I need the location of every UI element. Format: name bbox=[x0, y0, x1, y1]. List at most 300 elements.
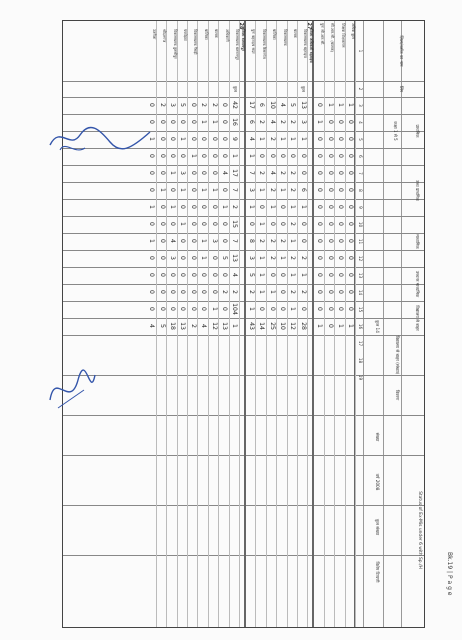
cell-value: 6 bbox=[299, 188, 307, 192]
cell-value: 0 bbox=[158, 307, 166, 311]
row-rule bbox=[197, 21, 198, 627]
cell-value: 5 bbox=[179, 103, 187, 107]
cell-value: 1 bbox=[231, 324, 239, 328]
cell-value: 0 bbox=[158, 256, 166, 260]
cell-value: 0 bbox=[200, 307, 208, 311]
cell-value: 2 bbox=[299, 290, 307, 294]
cell-value: 0 bbox=[210, 205, 218, 209]
cell-value: 3 bbox=[210, 239, 218, 243]
cell-value: 0 bbox=[316, 256, 324, 260]
header-upper-primary: उच्च प्राथमिक bbox=[415, 180, 420, 201]
column-number: 3 bbox=[358, 104, 363, 107]
cell-value: 4 bbox=[221, 171, 229, 175]
cell-value: 1 bbox=[258, 273, 266, 277]
cell-value: 0 bbox=[169, 137, 177, 141]
cell-value: 4 bbox=[279, 103, 287, 107]
cell-value: 0 bbox=[148, 290, 156, 294]
cell-value: 0 bbox=[221, 103, 229, 107]
cell-value: 0 bbox=[316, 307, 324, 311]
row-rule bbox=[276, 21, 277, 627]
cell-value: 1 bbox=[258, 290, 266, 294]
cell-value: 0 bbox=[189, 171, 197, 175]
cell-value: 0 bbox=[158, 273, 166, 277]
cell-value: 0 bbox=[189, 205, 197, 209]
cell-value: 0 bbox=[337, 171, 345, 175]
cell-value: 0 bbox=[347, 290, 355, 294]
cell-value: 5 bbox=[158, 324, 166, 328]
row-rule bbox=[229, 21, 230, 627]
row-label: पुनः बहराइच सदर bbox=[251, 29, 257, 54]
cell-value: 1 bbox=[258, 256, 266, 260]
column-number: 18 bbox=[358, 357, 363, 364]
cell-value: 0 bbox=[189, 188, 197, 192]
header-out: विद्यालय से बाहर bbox=[415, 305, 420, 331]
cell-value: 42 bbox=[231, 101, 239, 109]
cell-value: 0 bbox=[316, 154, 324, 158]
header-total: कुल 14 bbox=[375, 320, 380, 333]
cell-value: 0 bbox=[326, 290, 334, 294]
cell-value: 0 bbox=[316, 205, 324, 209]
cell-value: 0 bbox=[148, 103, 156, 107]
cell-value: 17 bbox=[231, 169, 239, 177]
cell-value: 0 bbox=[326, 273, 334, 277]
row-label: अधिकारी bbox=[224, 29, 230, 42]
handwritten-signature-1 bbox=[40, 120, 160, 160]
cell-value: 0 bbox=[189, 120, 197, 124]
cell-value: 0 bbox=[279, 290, 287, 294]
column-number: 16 bbox=[358, 323, 363, 330]
cell-value: 0 bbox=[148, 120, 156, 124]
cell-value: 0 bbox=[221, 239, 229, 243]
cell-value: 1 bbox=[279, 137, 287, 141]
cell-value: 1 bbox=[289, 239, 297, 243]
cell-value: 2 bbox=[258, 120, 266, 124]
cell-value: 1 bbox=[200, 256, 208, 260]
cell-value: 13 bbox=[221, 322, 229, 330]
cell-value: 2 bbox=[289, 171, 297, 175]
cell-value: 0 bbox=[326, 239, 334, 243]
cell-value: 0 bbox=[200, 273, 208, 277]
cell-value: 0 bbox=[189, 307, 197, 311]
cell-value: 0 bbox=[279, 154, 287, 158]
cell-value: 0 bbox=[347, 239, 355, 243]
cell-value: 0 bbox=[347, 188, 355, 192]
cell-value: 104 bbox=[231, 303, 239, 315]
cell-value: 0 bbox=[316, 273, 324, 277]
cell-value: 0 bbox=[179, 290, 187, 294]
row-label: विकासखण्ड गैसड़ी bbox=[193, 29, 199, 55]
header-last-col: संख्या bbox=[375, 432, 380, 442]
cell-value: 2 bbox=[279, 171, 287, 175]
cell-value: 2 bbox=[221, 290, 229, 294]
cell-value: 1 bbox=[231, 154, 239, 158]
row-sex: कुल bbox=[233, 85, 238, 93]
cell-value: 1 bbox=[289, 137, 297, 141]
cell-value: 0 bbox=[268, 273, 276, 277]
cell-value: 3 bbox=[169, 256, 177, 260]
cell-value: 0 bbox=[326, 171, 334, 175]
cell-value: 0 bbox=[169, 273, 177, 277]
row-rule bbox=[239, 21, 240, 627]
cell-value: 0 bbox=[200, 222, 208, 226]
row-rule bbox=[266, 21, 267, 627]
cell-value: 0 bbox=[316, 103, 324, 107]
page-label: Bk.19 | P a g e bbox=[446, 552, 453, 596]
cell-value: 0 bbox=[221, 188, 229, 192]
cell-value: 2 bbox=[258, 171, 266, 175]
row-label: विकासखण्ड bbox=[282, 29, 288, 46]
cell-value: 1 bbox=[221, 205, 229, 209]
row-label: विकासखण्ड कैसरगंज bbox=[261, 29, 267, 59]
row-label: शिक्षक शिक्षकगण bbox=[340, 23, 346, 48]
cell-value: 0 bbox=[299, 307, 307, 311]
cell-value: 3 bbox=[247, 188, 255, 192]
section-number: 27 bbox=[306, 22, 313, 30]
cell-value: 1 bbox=[268, 205, 276, 209]
cell-value: 0 bbox=[200, 290, 208, 294]
cell-value: 0 bbox=[337, 307, 345, 311]
cell-value: 0 bbox=[337, 290, 345, 294]
cell-value: 0 bbox=[337, 120, 345, 124]
header-last-col: विशेष टिप्पणी bbox=[375, 561, 380, 583]
cell-value: 2 bbox=[210, 103, 218, 107]
data-table bbox=[62, 20, 425, 628]
column-number: 15 bbox=[358, 306, 363, 313]
cell-value: 0 bbox=[210, 273, 218, 277]
column-number: 9 bbox=[358, 206, 363, 209]
cell-value: 18 bbox=[169, 322, 177, 330]
cell-value: 0 bbox=[158, 222, 166, 226]
cell-value: 0 bbox=[189, 103, 197, 107]
cell-value: 13 bbox=[231, 254, 239, 262]
cell-value: 0 bbox=[268, 307, 276, 311]
section-title: जिला अधिकारी बहराइच bbox=[309, 29, 315, 63]
cell-value: 15 bbox=[231, 220, 239, 228]
cell-value: 1 bbox=[289, 205, 297, 209]
column-number: 10 bbox=[358, 221, 363, 228]
cell-value: 2 bbox=[231, 290, 239, 294]
cell-value: 2 bbox=[289, 222, 297, 226]
cell-value: 0 bbox=[337, 188, 345, 192]
header-unknown: विद्यालय से बाहर (संख्या) bbox=[395, 335, 400, 375]
row-rule bbox=[334, 21, 335, 627]
cell-value: 1 bbox=[179, 137, 187, 141]
row-rule bbox=[345, 21, 346, 627]
cell-value: 0 bbox=[326, 307, 334, 311]
cell-value: 0 bbox=[179, 154, 187, 158]
cell-value: 1 bbox=[326, 103, 334, 107]
cell-value: 2 bbox=[189, 324, 197, 328]
cell-value: 1 bbox=[189, 154, 197, 158]
cell-value: 2 bbox=[268, 137, 276, 141]
column-number: 12 bbox=[358, 255, 363, 262]
cell-value: 3 bbox=[247, 256, 255, 260]
extra-header: Status of Ex-Mis under 6 with Sp./H bbox=[417, 491, 422, 569]
cell-value: 28 bbox=[299, 322, 307, 330]
cell-value: 1 bbox=[179, 188, 187, 192]
row-label: बालक bbox=[214, 29, 220, 38]
cell-value: 0 bbox=[299, 222, 307, 226]
cell-value: 0 bbox=[347, 171, 355, 175]
column-number: 19 bbox=[358, 374, 363, 381]
cell-value: 0 bbox=[337, 154, 345, 158]
cell-value: 0 bbox=[326, 188, 334, 192]
cell-value: 4 bbox=[231, 273, 239, 277]
cell-value: 0 bbox=[221, 154, 229, 158]
row-label: सी.आर.सी. (बालक) bbox=[330, 23, 336, 52]
cell-value: 0 bbox=[200, 205, 208, 209]
header-remarks: विवरण bbox=[395, 389, 400, 401]
cell-value: 0 bbox=[337, 239, 345, 243]
row-label: अधिक कुल bbox=[351, 23, 356, 39]
cell-value: 0 bbox=[169, 290, 177, 294]
column-number: 6 bbox=[358, 155, 363, 158]
cell-value: 0 bbox=[158, 205, 166, 209]
row-label: विकासखण्ड बलरामपुर bbox=[235, 29, 240, 60]
cell-value: 0 bbox=[316, 239, 324, 243]
row-rule bbox=[355, 21, 356, 627]
row-label: उतरौला bbox=[151, 29, 157, 40]
header-higher-secondary: उच्चतर माध्यमिक bbox=[415, 270, 420, 298]
cell-value: 1 bbox=[337, 103, 345, 107]
cell-value: 5 bbox=[221, 256, 229, 260]
row-rule bbox=[297, 21, 298, 627]
cell-value: 0 bbox=[148, 307, 156, 311]
cell-value: 0 bbox=[258, 205, 266, 209]
cell-value: 0 bbox=[316, 222, 324, 226]
cell-value: 1 bbox=[247, 307, 255, 311]
cell-value: 1 bbox=[200, 188, 208, 192]
cell-value: 0 bbox=[221, 273, 229, 277]
row-label: बालक bbox=[293, 29, 298, 38]
row-label: श्रीदत्तगंज bbox=[162, 29, 168, 43]
cell-value: 5 bbox=[289, 103, 297, 107]
cell-value: 0 bbox=[279, 307, 287, 311]
cell-value: 0 bbox=[347, 205, 355, 209]
cell-value: 1 bbox=[279, 256, 287, 260]
cell-value: 0 bbox=[210, 290, 218, 294]
cell-value: 0 bbox=[158, 171, 166, 175]
cell-value: 0 bbox=[148, 171, 156, 175]
cell-value: 2 bbox=[258, 239, 266, 243]
cell-value: 7 bbox=[247, 171, 255, 175]
cell-value: 0 bbox=[326, 222, 334, 226]
cell-value: 7 bbox=[231, 239, 239, 243]
row-label: विकासखण्ड बहराइच bbox=[303, 29, 309, 58]
cell-value: 6 bbox=[247, 120, 255, 124]
cell-value: 1 bbox=[148, 205, 156, 209]
cell-value: 0 bbox=[337, 205, 345, 209]
handwritten-signature-2 bbox=[40, 360, 100, 420]
cell-value: 0 bbox=[210, 222, 218, 226]
cell-value: 0 bbox=[299, 171, 307, 175]
cell-value: 9 bbox=[231, 137, 239, 141]
cell-value: 2 bbox=[268, 239, 276, 243]
cell-value: 1 bbox=[299, 273, 307, 277]
row-rule bbox=[307, 21, 308, 627]
row-rule bbox=[324, 21, 325, 627]
cell-value: 0 bbox=[148, 222, 156, 226]
cell-value: 8 bbox=[247, 239, 255, 243]
cell-value: 0 bbox=[221, 137, 229, 141]
cell-value: 2 bbox=[289, 188, 297, 192]
row-rule bbox=[187, 21, 188, 627]
cell-value: 0 bbox=[210, 171, 218, 175]
cell-value: 2 bbox=[279, 120, 287, 124]
cell-value: 2 bbox=[268, 256, 276, 260]
cell-value: 0 bbox=[316, 137, 324, 141]
cell-value: 0 bbox=[347, 256, 355, 260]
cell-value: 1 bbox=[258, 137, 266, 141]
cell-value: 0 bbox=[347, 154, 355, 158]
cell-value: 0 bbox=[347, 273, 355, 277]
column-number: 13 bbox=[358, 272, 363, 279]
section-title: जिला बलरामपुर bbox=[241, 29, 246, 51]
cell-value: 16 bbox=[231, 118, 239, 126]
cell-value: 1 bbox=[148, 137, 156, 141]
cell-value: 6 bbox=[258, 103, 266, 107]
cell-value: 0 bbox=[148, 273, 156, 277]
row-label: विकासखण्ड तुलसीपुर bbox=[172, 29, 178, 59]
cell-value: 0 bbox=[326, 137, 334, 141]
cell-value: 0 bbox=[210, 256, 218, 260]
cell-value: 1 bbox=[299, 205, 307, 209]
cell-value: 4 bbox=[148, 324, 156, 328]
cell-value: 0 bbox=[179, 307, 187, 311]
cell-value: 0 bbox=[268, 222, 276, 226]
cell-value: 2 bbox=[158, 103, 166, 107]
cell-value: 0 bbox=[279, 205, 287, 209]
cell-value: 0 bbox=[179, 205, 187, 209]
cell-value: 0 bbox=[169, 188, 177, 192]
cell-value: 0 bbox=[347, 137, 355, 141]
cell-value: 0 bbox=[200, 154, 208, 158]
cell-value: 1 bbox=[200, 239, 208, 243]
cell-value: 4 bbox=[247, 137, 255, 141]
cell-value: 14 bbox=[258, 322, 266, 330]
column-number: 4 bbox=[358, 121, 363, 124]
cell-value: 1 bbox=[289, 307, 297, 311]
cell-value: 4 bbox=[268, 120, 276, 124]
cell-value: 0 bbox=[189, 239, 197, 243]
cell-value: 0 bbox=[179, 239, 187, 243]
cell-value: 0 bbox=[279, 273, 287, 277]
cell-value: 1 bbox=[316, 120, 324, 124]
cell-value: 0 bbox=[326, 154, 334, 158]
row-rule bbox=[156, 21, 157, 627]
cell-value: 0 bbox=[148, 256, 156, 260]
cell-value: 0 bbox=[210, 154, 218, 158]
cell-value: 17 bbox=[247, 101, 255, 109]
column-number: 1 bbox=[358, 49, 363, 53]
row-rule bbox=[218, 21, 219, 627]
cell-value: 4 bbox=[268, 171, 276, 175]
cell-value: 1 bbox=[247, 205, 255, 209]
cell-value: 1 bbox=[268, 290, 276, 294]
cell-value: 1 bbox=[179, 222, 187, 226]
cell-value: 10 bbox=[279, 322, 287, 330]
cell-value: 0 bbox=[189, 290, 197, 294]
cell-value: 0 bbox=[179, 256, 187, 260]
cell-value: 0 bbox=[299, 154, 307, 158]
cell-value: 0 bbox=[200, 171, 208, 175]
header-secondary: माध्यमिक bbox=[415, 234, 420, 249]
cell-value: 0 bbox=[189, 273, 197, 277]
cell-value: 0 bbox=[179, 120, 187, 124]
cell-value: 0 bbox=[158, 290, 166, 294]
cell-value: 0 bbox=[337, 137, 345, 141]
section-divider bbox=[244, 21, 246, 627]
cell-value: 0 bbox=[347, 222, 355, 226]
cell-value: 1 bbox=[210, 120, 218, 124]
cell-value: 0 bbox=[158, 154, 166, 158]
row-rule bbox=[287, 21, 288, 627]
cell-value: 2 bbox=[299, 256, 307, 260]
cell-value: 1 bbox=[258, 188, 266, 192]
cell-value: 1 bbox=[347, 324, 355, 328]
cell-value: 0 bbox=[169, 120, 177, 124]
row-sex: कुल bbox=[301, 85, 307, 93]
column-number: 14 bbox=[358, 289, 363, 296]
header-rule bbox=[401, 21, 402, 627]
cell-value: 0 bbox=[316, 171, 324, 175]
cell-value: 0 bbox=[210, 137, 218, 141]
row-label: बालिका bbox=[272, 29, 278, 40]
cell-value: 0 bbox=[169, 307, 177, 311]
header-sex: लिंग bbox=[399, 85, 404, 93]
header-sub: कक्षा 1 से 5 bbox=[393, 121, 398, 141]
cell-value: 1 bbox=[289, 273, 297, 277]
header-name: ज़िला/ब्लॉक का नाम bbox=[399, 35, 404, 67]
header-rule bbox=[363, 21, 364, 627]
cell-value: 2 bbox=[200, 103, 208, 107]
cell-value: 0 bbox=[326, 324, 334, 328]
column-number: 11 bbox=[358, 238, 363, 245]
row-rule bbox=[166, 21, 167, 627]
section-divider bbox=[312, 21, 314, 627]
cell-value: 0 bbox=[158, 137, 166, 141]
cell-value: 0 bbox=[200, 137, 208, 141]
cell-value: 0 bbox=[148, 188, 156, 192]
cell-value: 1 bbox=[258, 222, 266, 226]
cell-value: 1 bbox=[200, 120, 208, 124]
row-label: पुनः सी.आर.सी. bbox=[319, 23, 325, 46]
cell-value: 12 bbox=[210, 322, 218, 330]
cell-value: 2 bbox=[289, 290, 297, 294]
cell-value: 12 bbox=[289, 322, 297, 330]
cell-value: 3 bbox=[179, 171, 187, 175]
cell-value: 0 bbox=[347, 120, 355, 124]
cell-value: 3 bbox=[169, 103, 177, 107]
header-rule bbox=[383, 21, 384, 627]
row-rule bbox=[208, 21, 209, 627]
cell-value: 0 bbox=[169, 154, 177, 158]
cell-value: 1 bbox=[316, 324, 324, 328]
cell-value: 0 bbox=[316, 188, 324, 192]
cell-value: 2 bbox=[289, 256, 297, 260]
cell-value: 0 bbox=[189, 256, 197, 260]
cell-value: 2 bbox=[268, 188, 276, 192]
column-number: 8 bbox=[358, 189, 363, 192]
column-number: 5 bbox=[358, 138, 363, 141]
column-number: 2 bbox=[358, 87, 363, 91]
column-number: 7 bbox=[358, 172, 363, 175]
cell-value: 1 bbox=[279, 188, 287, 192]
cell-value: 0 bbox=[268, 154, 276, 158]
row-rule bbox=[177, 21, 178, 627]
header-last-col: वर्ष 2008 bbox=[375, 473, 380, 491]
cell-value: 0 bbox=[179, 273, 187, 277]
